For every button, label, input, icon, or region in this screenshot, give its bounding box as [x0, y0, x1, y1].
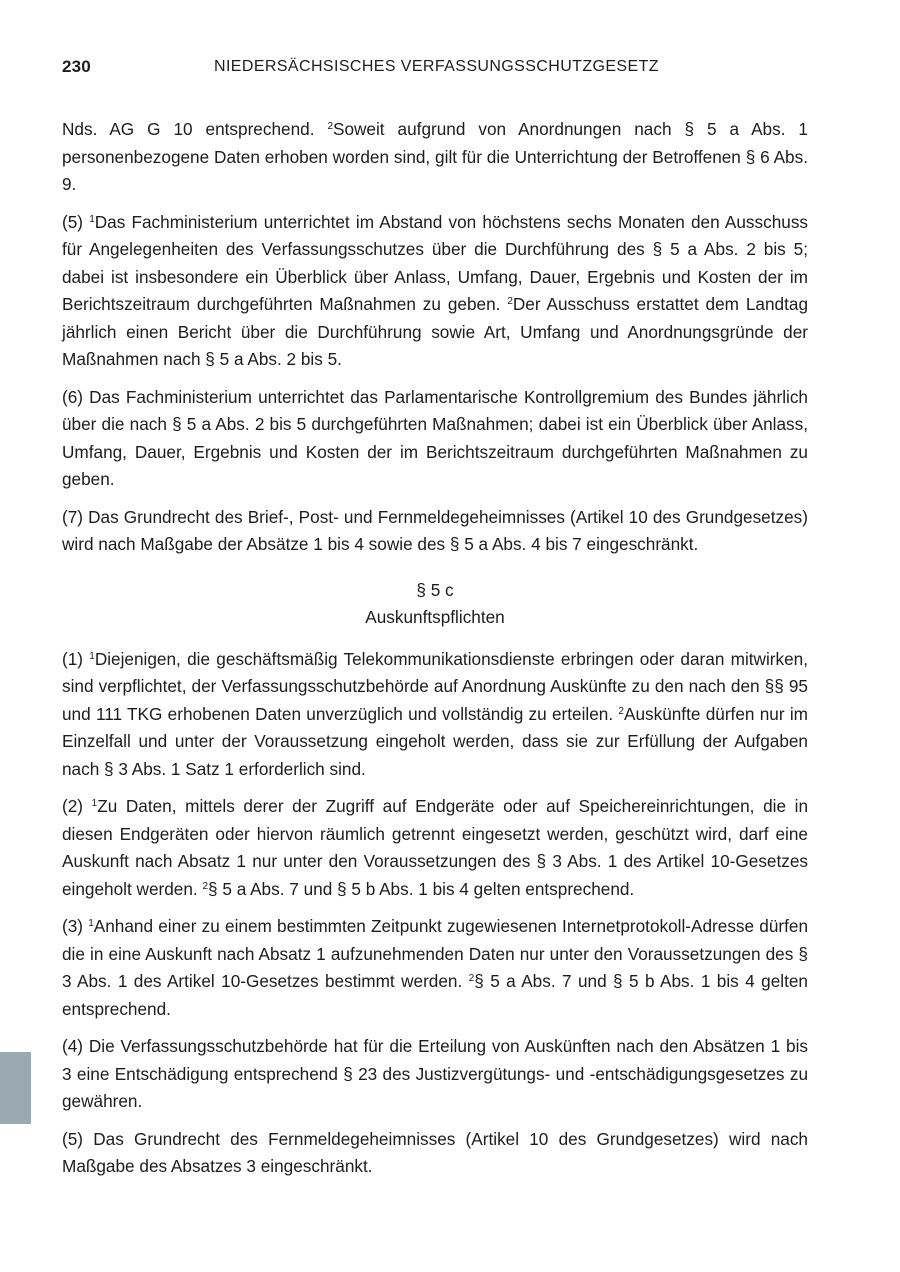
paragraph-text: (5)	[62, 211, 90, 232]
paragraphs-top	[62, 116, 808, 559]
sentence-number: 2	[202, 880, 209, 892]
section-number: § 5 c	[416, 579, 454, 600]
section-heading	[62, 577, 808, 632]
paragraph-text: (5) Das Grundrecht des Fernmeldegeheimnisses (Artikel 10 des Grundgesetzes) wird nach Maßgabe des Absatzes 3 eingeschränkt.	[62, 1128, 808, 1176]
paragraph-text: Der Ausschuss erstattet dem Landtag jährlich einen Bericht über die Durchführung sowie Art, Umfang und Anordnungsgründe der Maßnahmen nach § 5 a Abs. 2 bis 5.	[62, 294, 808, 369]
paragraph-text: Das Fachministerium unterrichtet im Abstand von höchstens sechs Monaten den Ausschuss für Angelegenheiten des Verfassungsschutzes über die Durchführung des § 5 a Abs. 2 bis 5; dabei ist insbesondere ein Überblick über Anlass, Umfang, Dauer, Ergebnis und Kosten der im Berichtszeitraum durchgeführten Maßnahmen zu geben.	[62, 211, 809, 314]
paragraph	[62, 913, 808, 1023]
thumb-index-tab	[0, 1052, 31, 1124]
page-body	[62, 116, 808, 1191]
paragraph-text: Anhand einer zu einem bestimmten Zeitpunkt zugewiesenen Internetprotokoll-Adresse dürfen die in eine Auskunft nach Absatz 1 aufzunehmenden Daten nur unter den Voraussetzungen des § 3 Abs. 1 des Artikel 10-Gesetzes bestimmt werden.	[62, 916, 809, 991]
paragraph	[62, 1126, 808, 1181]
paragraph	[62, 646, 808, 784]
sentence-number: 2	[618, 705, 624, 717]
paragraph-text: (7) Das Grundrecht des Brief-, Post- und Fernmeldegeheimnisses (Artikel 10 des Grundgesetzes) wird nach Maßgabe der Absätze 1 bis 4 sowie des § 5 a Abs. 4 bis 7 eingeschränkt.	[62, 506, 808, 554]
paragraphs-bottom	[62, 646, 808, 1181]
sentence-number: 2	[507, 296, 513, 308]
paragraph-text: Nds. AG G 10 entsprechend.	[62, 119, 328, 139]
paragraph	[62, 384, 808, 494]
paragraph	[62, 1033, 808, 1116]
paragraph-text: Auskünfte dürfen nur im Einzelfall und unter der Voraussetzung eingeholt werden, dass sie zur Erfüllung der Aufgaben nach § 3 Abs. 1 Satz 1 erforderlich sind.	[62, 703, 808, 779]
paragraph-text: § 5 a Abs. 7 und § 5 b Abs. 1 bis 4 gelten entsprechend.	[62, 971, 808, 1019]
paragraph-text: Soweit aufgrund von Anordnungen nach § 5 a Abs. 1 personenbezogene Daten erhoben worden sind, gilt für die Unterrichtung der Betroffenen § 6 Abs. 9.	[62, 119, 808, 194]
paragraph-text: (2)	[62, 796, 92, 816]
paragraph-text: Zu Daten, mittels derer der Zugriff auf Endgeräte oder auf Speichereinrichtungen, die in diesen Endgeräten oder hiervon räumlich getrennt eingesetzt werden, geschützt wird, darf eine Auskunft nach Absatz 1 nur unter den Voraussetzungen des § 3 Abs. 1 des Artikel 10-Gesetzes eingeholt werden.	[62, 796, 809, 899]
paragraph-text: (1)	[62, 648, 90, 669]
paragraph	[62, 209, 808, 374]
running-head: NIEDERSÄCHSISCHES VERFASSUNGSSCHUTZGESETZ	[214, 58, 659, 75]
paragraph-text: (6) Das Fachministerium unterrichtet das Parlamentarische Kontrollgremium des Bundes jährlich über die nach § 5 a Abs. 2 bis 5 durchgeführten Maßnahmen; dabei ist ein Überblick über Anlass, Umfang, Dauer, Ergebnis und Kosten der im Berichtszeitraum durchgeführten Maßnahmen zu geben.	[62, 386, 808, 489]
paragraph-text: (4) Die Verfassungsschutzbehörde hat für die Erteilung von Auskünften nach den Absätzen 1 bis 3 eine Entschädigung entsprechend § 23 des Justizvergütungs- und -entschädigungsgesetzes zu gewähren.	[62, 1036, 808, 1111]
sentence-number: 1	[88, 918, 94, 930]
paragraph-text: Diejenigen, die geschäftsmäßig Telekommunikationsdienste erbringen oder daran mitwirken, sind verpflichtet, der Verfassungsschutzbehörde auf Anordnung Auskünfte zu den nach den §§ 95 und 111 TKG erhobenen Daten unverzüglich und vollständig zu erteilen.	[62, 648, 808, 724]
sentence-number: 2	[327, 121, 333, 133]
paragraph	[62, 793, 808, 903]
section-title: Auskunftspflichten	[365, 607, 505, 627]
paragraph-text: (3)	[62, 916, 89, 936]
paragraph-text: § 5 a Abs. 7 und § 5 b Abs. 1 bis 4 gelten entsprechend.	[208, 878, 635, 899]
sentence-number: 1	[89, 650, 95, 662]
paragraph	[62, 504, 808, 559]
sentence-number: 2	[468, 973, 475, 985]
page-number: 230	[62, 57, 91, 76]
sentence-number: 1	[91, 798, 98, 810]
paragraph	[62, 116, 808, 199]
sentence-number: 1	[89, 213, 95, 225]
